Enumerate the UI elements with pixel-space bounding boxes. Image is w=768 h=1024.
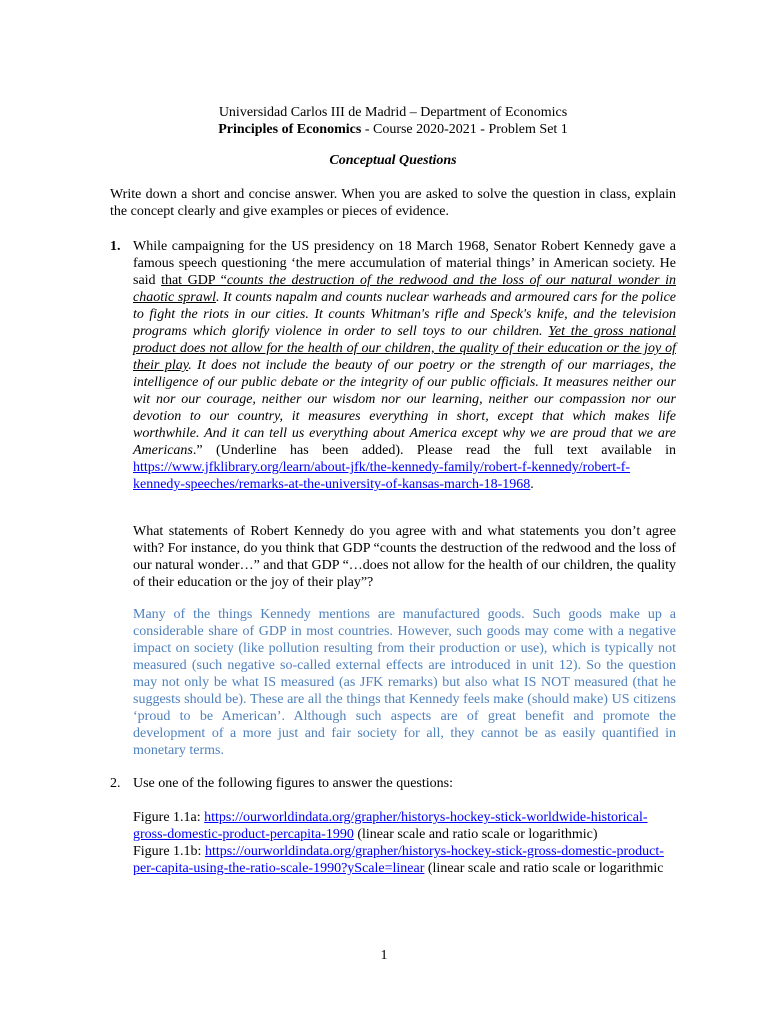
quote-underlined-lead: that GDP “ xyxy=(161,273,227,288)
figure-1b-link[interactable]: https://ourworldindata.org/grapher/historys-hockey-stick-gross-domestic-product-per-capita-using-the-ratio-scale-1990?yScale=linear xyxy=(133,844,664,876)
question-1-answer: Many of the things Kennedy mentions are manufactured goods. Such goods make up a considerable share of GDP in most countries. However, such goods may come with a negative impact on society (like pollution resulting from their production or use), which is typically not measured (such negative so-called external effects are introduced in unit 12). So the question may not only be what IS measured (as JFK remarks) but also what IS NOT measured (that he suggests should be). These are all the things that Kennedy feels make (should make) US citizens ‘proud to be American’. Although such aspects are of great benefit and promote the development of a more just and fair society for all, they cannot be as easily quantified in monetary terms. xyxy=(133,607,676,758)
question-number: 2. xyxy=(110,776,121,791)
quote-intro: While campaigning for the US presidency on 18 March 1968, Senator Robert Kennedy gave a famous speech questioning ‘the mere accumulation of material things’ in American society. He said xyxy=(133,239,676,288)
question-1 xyxy=(110,238,676,493)
instructions-paragraph: Write down a short and concise answer. When you are asked to solve the question in class, explain the concept clearly and give examples or pieces of evidence. xyxy=(110,187,676,219)
figure-1a xyxy=(133,809,676,843)
question-2-text: Use one of the following figures to answer the questions: xyxy=(133,776,453,791)
header-course-details: - Course 2020-2021 - Problem Set 1 xyxy=(361,122,568,137)
figure-1b-label: Figure 1.1b: xyxy=(133,844,205,859)
quote-end: . xyxy=(530,477,534,492)
jfk-speech-link[interactable]: https://www.jfklibrary.org/learn/about-jfk/the-kennedy-family/robert-f-kennedy/robert-f-kennedy-speeches/remarks-at-the-university-of-kansas-march-18-1968 xyxy=(133,460,631,492)
header-course-title: Principles of Economics xyxy=(218,122,362,137)
document-header xyxy=(110,104,676,138)
page-number: 1 xyxy=(380,948,388,963)
header-course xyxy=(110,121,676,138)
figure-1b xyxy=(133,843,676,877)
figure-1b-note: (linear scale and ratio scale or logarithmic xyxy=(424,861,664,876)
figure-links xyxy=(133,809,676,877)
question-number: 1. xyxy=(110,239,121,254)
question-2 xyxy=(110,775,676,792)
quote-outro: .” (Underline has been added). Please read the full text available in xyxy=(192,443,676,458)
quote-italic-1: . It counts napalm and counts nuclear warheads and armoured cars for the police to fight the riots in our cities. It counts Whitman's rifle and Speck's knife, and the television programs which glorify violence in order to sell toys to our children. xyxy=(133,290,676,339)
quote-italic-2: . It does not include the beauty of our poetry or the strength of our marriages, the intelligence of our public debate or the integrity of our public officials. It measures neither our wit nor our courage, neither our wisdom nor our learning, neither our compassion nor our devotion to our country, it measures everything in short, except that which makes life worthwhile. And it can tell us everything about America except why we are proud that we are Americans xyxy=(133,358,676,458)
quote-underlined-2: Yet the gross national product does not allow for the health of our children, the quality of their education or the joy of their play xyxy=(133,324,676,373)
header-institution: Universidad Carlos III de Madrid – Department of Economics xyxy=(218,105,568,120)
question-1-quote-paragraph xyxy=(133,238,676,493)
quote-underlined-1: counts the destruction of the redwood and the loss of our natural wonder in chaotic sprawl xyxy=(133,273,676,305)
figure-1a-link[interactable]: https://ourworldindata.org/grapher/historys-hockey-stick-worldwide-historical-gross-domestic-product-percapita-1990 xyxy=(133,810,648,842)
figure-1a-note: (linear scale and ratio scale or logarithmic) xyxy=(353,827,598,842)
question-1-prompt: What statements of Robert Kennedy do you agree with and what statements you don’t agree with? For instance, do you think that GDP “counts the destruction of the redwood and the loss of our natural wonder…” and that GDP “…does not allow for the health of our children, the quality of their education or the joy of their play”? xyxy=(133,524,676,590)
section-title: Conceptual Questions xyxy=(329,153,457,168)
figure-1a-label: Figure 1.1a: xyxy=(133,810,205,825)
